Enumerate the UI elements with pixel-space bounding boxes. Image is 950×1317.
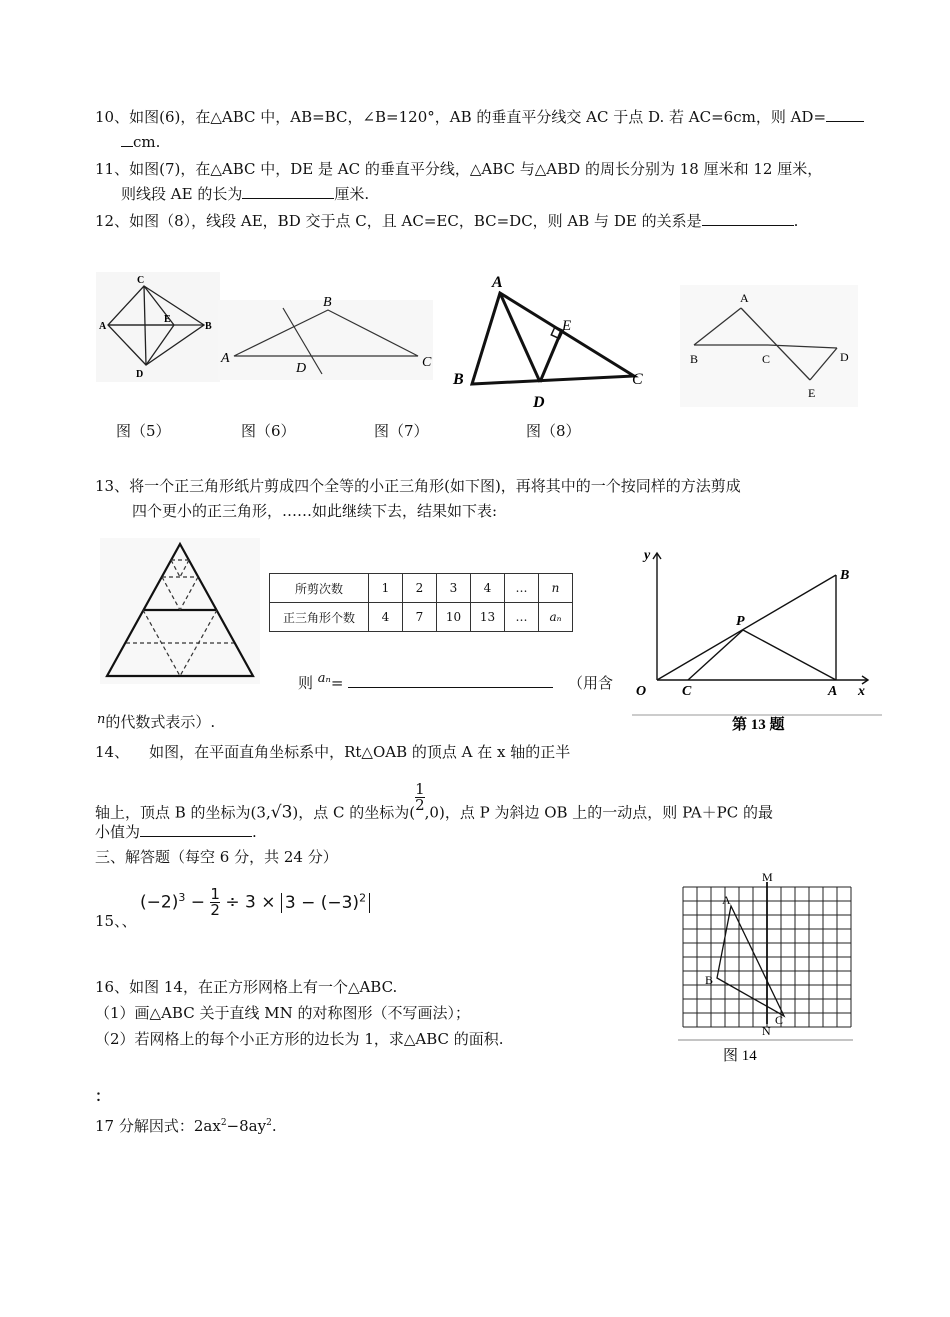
graph-label-p: P <box>736 614 745 629</box>
figure-13-graph <box>632 545 887 735</box>
figure-8-crossed-triangles <box>680 285 860 410</box>
grid-label-n: N <box>762 1024 771 1038</box>
table-cell: n <box>539 574 573 603</box>
table-cell: … <box>505 603 539 632</box>
fig5-label-b: B <box>205 321 212 332</box>
fig7-label-c: C <box>632 371 643 388</box>
q11-line1: 11、如图(7)，在△ABC 中，DE 是 AC 的垂直平分线，△ABC 与△ABD 的周长分别为 18 厘米和 12 厘米， <box>95 160 823 178</box>
grid-label-m: M <box>762 870 773 884</box>
fig7-label-e: E <box>562 318 572 334</box>
grid-label-c: C <box>775 1013 784 1027</box>
q13-answer-line: 则 aₙ= （用含 <box>298 671 613 692</box>
graph-label-b: B <box>840 568 850 583</box>
table-cell: 13 <box>471 603 505 632</box>
q10-line2: cm. <box>121 131 160 152</box>
table-row <box>270 574 573 603</box>
fig5-label-d: D <box>136 369 144 380</box>
figure-14-grid <box>678 868 858 1068</box>
graph-label-y: y <box>644 548 651 563</box>
fig7-label-d: D <box>533 394 545 410</box>
caption-fig7: 图（7） <box>374 422 429 440</box>
fig5-label-a: A <box>99 321 107 332</box>
table-row <box>270 603 573 632</box>
table-cell: 3 <box>437 574 471 603</box>
figure-7-triangle <box>448 270 648 410</box>
figure-5-rhombus <box>96 272 220 382</box>
fig8-label-a: A <box>740 291 749 305</box>
cut-count-table <box>269 573 573 632</box>
fig7-label-a: A <box>492 274 503 291</box>
caption-fig8: 图（8） <box>526 422 581 440</box>
q16-line3: （2）若网格上的每个小正方形的边长为 1，求△ABC 的面积. <box>95 1030 504 1048</box>
q14-line1: 14、 如图，在平面直角坐标系中，Rt△OAB 的顶点 A 在 x 轴的正半 <box>95 743 571 761</box>
table-cell: 2 <box>403 574 437 603</box>
table-cell: 1 <box>369 574 403 603</box>
fig6-label-d: D <box>296 361 307 376</box>
q10-line1: 10、如图(6)，在△ABC 中，AB=BC，∠B=120°，AB 的垂直平分线交 AC 于点 D. 若 AC=6cm，则 AD= <box>95 106 864 127</box>
grid-label-b: B <box>705 973 714 987</box>
table-cell: 正三角形个数 <box>270 603 369 632</box>
grid-caption: 图 14 <box>723 1048 757 1064</box>
fig8-label-e: E <box>808 386 816 400</box>
q13-answer-tail: n的代数式表示）. <box>97 712 216 731</box>
grid-label-a: A <box>722 893 731 907</box>
fig6-label-a: A <box>221 351 230 366</box>
q14-line3: 小值为 . <box>95 823 257 841</box>
q15-expression: $(-2)^3$ − $\frac{1}{2}$ ÷ $3 \times 3 - (-3)^2$ <box>140 878 370 923</box>
table-cell: aₙ <box>539 603 573 632</box>
q17-line: 17 分解因式：$2ax^2-8ay^2$. <box>95 1117 277 1135</box>
fig8-label-d: D <box>840 350 849 364</box>
fig7-label-b: B <box>453 371 464 388</box>
q16-line1: 16、如图 14，在正方形网格上有一个△ABC. <box>95 978 398 996</box>
q15-label: 15、、 <box>95 912 137 930</box>
graph-label-o: O <box>636 684 647 699</box>
stray-colon: ： <box>95 1087 111 1105</box>
q11-line2: 则线段 AE 的长为 厘米. <box>121 185 370 203</box>
graph-caption: 第 13 题 <box>732 717 785 733</box>
table-cell: … <box>505 574 539 603</box>
q13-line2: 四个更小的正三角形，……如此继续下去，结果如下表: <box>132 502 498 520</box>
q16-line2: （1）画△ABC 关于直线 MN 的对称图形（不写画法）； <box>95 1004 470 1022</box>
fig6-label-c: C <box>422 355 432 370</box>
q14-line2: 轴上，顶点 B 的坐标为(3,√3)，点 C 的坐标为( $\frac{1}{2}$ ,0)，点 P 为斜边 OB 上的一动点，则 PA＋PC 的最 <box>95 780 773 823</box>
fig8-label-c: C <box>762 352 771 366</box>
caption-fig5: 图（5） <box>116 422 171 440</box>
table-cell: 7 <box>403 603 437 632</box>
fig8-label-b: B <box>690 352 699 366</box>
q13-line1: 13、将一个正三角形纸片剪成四个全等的小正三角形(如下图)，再将其中的一个按同样的方法剪成 <box>95 477 741 495</box>
table-cell: 10 <box>437 603 471 632</box>
table-cell: 4 <box>471 574 505 603</box>
graph-label-a: A <box>828 684 838 699</box>
fig6-label-b: B <box>323 295 332 310</box>
fig5-label-e: E <box>164 314 171 325</box>
graph-label-c: C <box>682 684 692 699</box>
section3-title: 三、解答题（每空 6 分，共 24 分） <box>95 848 338 866</box>
caption-fig6: 图（6） <box>241 422 296 440</box>
table-cell: 所剪次数 <box>270 574 369 603</box>
table-cell: 4 <box>369 603 403 632</box>
fig5-label-c: C <box>137 275 145 286</box>
figure-6-triangle <box>218 292 438 382</box>
q12-line: 12、如图（8），线段 AE，BD 交于点 C，且 AC=EC，BC=DC，则 AB 与 DE 的关系是 . <box>95 212 799 230</box>
graph-label-x: x <box>858 684 865 699</box>
figure-cut-triangle <box>100 538 260 684</box>
